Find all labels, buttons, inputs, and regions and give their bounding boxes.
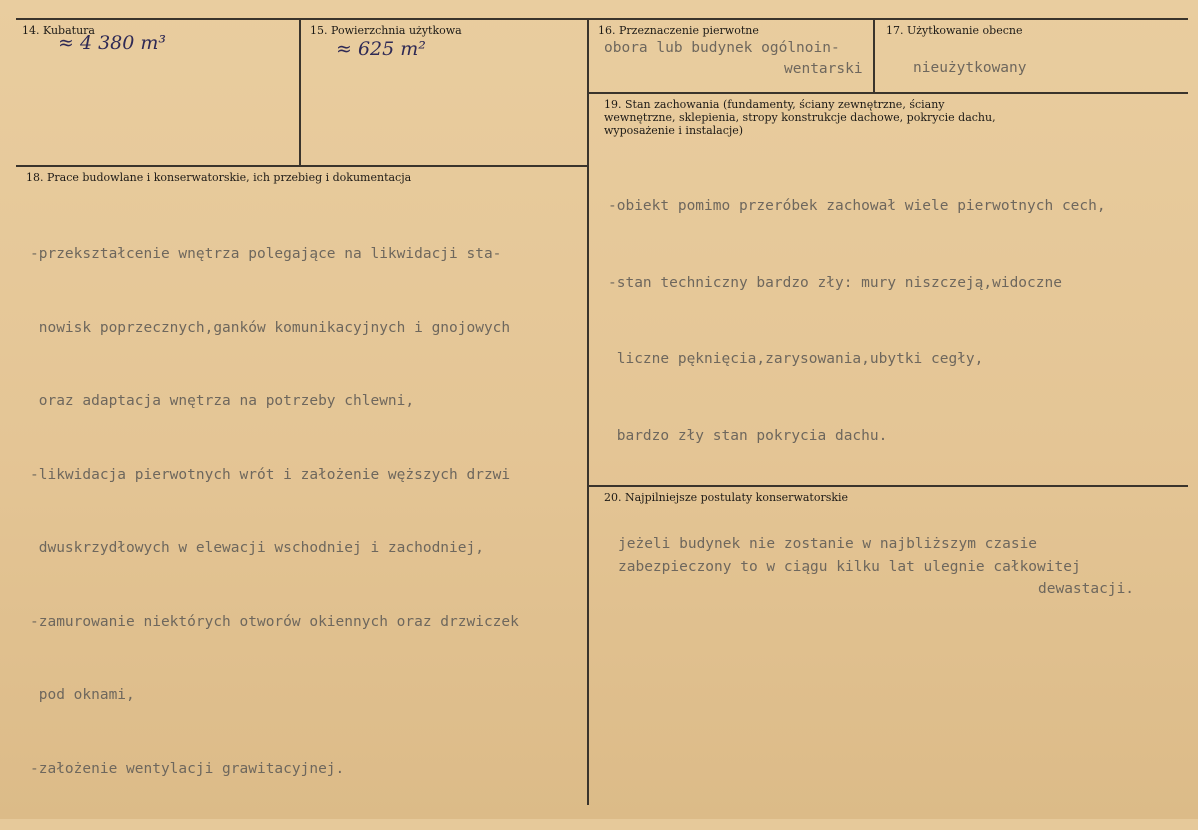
field-16-value [604, 38, 863, 80]
field-17-label: 17. Użytkowanie obecne [886, 24, 1023, 37]
field-19-line-1: -obiekt pomimo przeróbek zachował wiele pierwotnych cech, [608, 198, 1106, 214]
field-18-line-1: -przekształcenie wnętrza polegające na likwidacji sta- [30, 246, 502, 262]
field-20-line-1: jeżeli budynek nie zostanie w najbliższym czasie [618, 536, 1038, 552]
field-18-line-2: nowisk poprzecznych,ganków komunikacyjnych i gnojowych [30, 319, 511, 336]
field-18-line-6: -zamurowanie niektórych otworów okiennych oraz drzwiczek [30, 613, 519, 630]
field-16-line-1: obora lub budynek ogólnoin- [604, 40, 840, 56]
field-19-line-2: -stan techniczny bardzo zły: mury niszczeją,widoczne [608, 274, 1062, 291]
divider-14-15 [299, 20, 301, 165]
field-19-line-3: liczne pęknięcia,zarysowania,ubytki cegły, [608, 351, 984, 367]
field-18-value [30, 193, 519, 830]
field-19-line-4: bardzo zły stan pokrycia dachu. [608, 427, 888, 444]
field-18-label: 18. Prace budowlane i konserwatorskie, ich przebieg i dokumentacja [26, 171, 412, 184]
top-border-line [16, 18, 1188, 20]
field-18-line-3: oraz adaptacja wnętrza na potrzeby chlewni, [30, 393, 415, 409]
field-20-line-2: zabezpieczony to w ciągu kilku lat ulegnie całkowitej [618, 558, 1081, 575]
field-18-line-4: -likwidacja pierwotnych wrót i założenie węższych drzwi [30, 466, 511, 483]
field-15-value: ≈ 625 m² [336, 38, 426, 60]
field-20-label: 20. Najpilniejsze postulaty konserwatorskie [604, 491, 849, 504]
field-19-label: 19. Stan zachowania (fundamenty, ściany zewnętrzne, ściany wewnętrzne, sklepienia, stropy konstrukcje dachowe, pokrycie dachu, wyposażenie i instalacje) [604, 98, 996, 137]
field-19-value [608, 143, 1106, 500]
field-14-label: 14. Kubatura [22, 24, 95, 37]
bottom-line-14-15 [16, 165, 589, 167]
field-16-label: 16. Przeznaczenie pierwotne [598, 24, 759, 37]
field-15-label: 15. Powierzchnia użytkowa [310, 24, 462, 37]
field-14-value: ≈ 4 380 m³ [58, 32, 167, 54]
field-18-line-7: pod oknami, [30, 687, 135, 703]
divider-16-17 [873, 20, 875, 92]
field-20-value [618, 533, 1134, 601]
field-18-line-8: -założenie wentylacji grawitacyjnej. [30, 760, 345, 777]
field-20-line-3: dewastacji. [1038, 581, 1135, 597]
bottom-line-16-17 [589, 92, 1188, 94]
field-17-value: nieużytkowany [913, 60, 1027, 76]
main-vertical-divider [587, 20, 589, 805]
field-16-line-2: wentarski [784, 61, 863, 77]
field-18-line-5: dwuskrzydłowych w elewacji wschodniej i zachodniej, [30, 540, 484, 556]
